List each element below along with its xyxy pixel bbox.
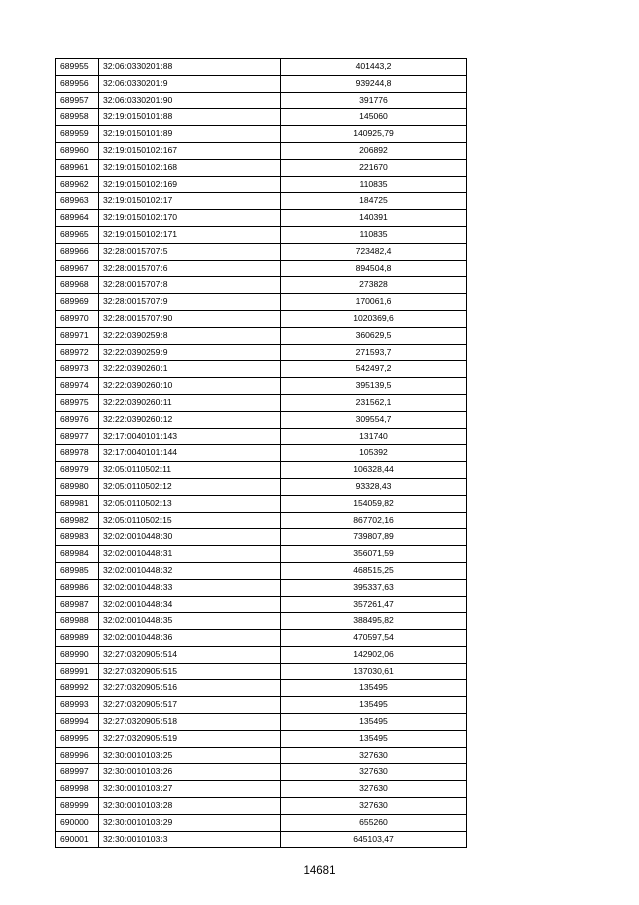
row-id-cell: 689997 [56, 764, 99, 781]
row-id-cell: 689995 [56, 730, 99, 747]
cadastral-number-cell: 32:02:0010448:35 [99, 613, 281, 630]
table-row [56, 193, 467, 210]
value-cell: 154059,82 [281, 495, 467, 512]
table-row [56, 680, 467, 697]
row-id-cell: 689971 [56, 327, 99, 344]
row-id-cell: 689965 [56, 226, 99, 243]
cadastral-number-cell: 32:05:0110502:11 [99, 462, 281, 479]
cadastral-number-cell: 32:19:0150102:171 [99, 226, 281, 243]
cadastral-number-cell: 32:06:0330201:88 [99, 59, 281, 76]
table-row [56, 126, 467, 143]
row-id-cell: 689982 [56, 512, 99, 529]
table-row [56, 92, 467, 109]
value-cell: 723482,4 [281, 243, 467, 260]
table-row [56, 226, 467, 243]
value-cell: 739807,89 [281, 529, 467, 546]
row-id-cell: 689983 [56, 529, 99, 546]
table-row [56, 428, 467, 445]
cadastral-number-cell: 32:27:0320905:515 [99, 663, 281, 680]
row-id-cell: 689975 [56, 394, 99, 411]
value-cell: 140391 [281, 210, 467, 227]
row-id-cell: 689958 [56, 109, 99, 126]
value-cell: 360629,5 [281, 327, 467, 344]
value-cell: 135495 [281, 697, 467, 714]
value-cell: 221670 [281, 159, 467, 176]
cadastral-number-cell: 32:27:0320905:514 [99, 646, 281, 663]
value-cell: 273828 [281, 277, 467, 294]
row-id-cell: 689967 [56, 260, 99, 277]
row-id-cell: 689980 [56, 478, 99, 495]
row-id-cell: 689969 [56, 294, 99, 311]
row-id-cell: 689993 [56, 697, 99, 714]
value-cell: 655260 [281, 814, 467, 831]
cadastral-number-cell: 32:28:0015707:90 [99, 310, 281, 327]
cadastral-number-cell: 32:02:0010448:34 [99, 596, 281, 613]
cadastral-number-cell: 32:19:0150102:170 [99, 210, 281, 227]
value-cell: 388495,82 [281, 613, 467, 630]
table-row [56, 159, 467, 176]
row-id-cell: 689966 [56, 243, 99, 260]
row-id-cell: 689964 [56, 210, 99, 227]
value-cell: 867702,16 [281, 512, 467, 529]
table-row [56, 646, 467, 663]
table-row [56, 747, 467, 764]
row-id-cell: 689998 [56, 781, 99, 798]
value-cell: 231562,1 [281, 394, 467, 411]
row-id-cell: 689992 [56, 680, 99, 697]
value-cell: 645103,47 [281, 831, 467, 848]
cadastral-number-cell: 32:19:0150101:89 [99, 126, 281, 143]
table-row [56, 546, 467, 563]
row-id-cell: 689987 [56, 596, 99, 613]
records-table [55, 58, 467, 848]
cadastral-number-cell: 32:27:0320905:517 [99, 697, 281, 714]
row-id-cell: 689968 [56, 277, 99, 294]
row-id-cell: 689981 [56, 495, 99, 512]
table-row [56, 730, 467, 747]
table-row [56, 462, 467, 479]
cadastral-number-cell: 32:19:0150102:168 [99, 159, 281, 176]
row-id-cell: 689970 [56, 310, 99, 327]
table-row [56, 781, 467, 798]
value-cell: 184725 [281, 193, 467, 210]
value-cell: 327630 [281, 747, 467, 764]
row-id-cell: 689989 [56, 630, 99, 647]
row-id-cell: 689978 [56, 445, 99, 462]
table-row [56, 529, 467, 546]
row-id-cell: 689957 [56, 92, 99, 109]
table-row [56, 260, 467, 277]
value-cell: 93328,43 [281, 478, 467, 495]
table-row [56, 361, 467, 378]
table-row [56, 294, 467, 311]
value-cell: 327630 [281, 764, 467, 781]
cadastral-number-cell: 32:19:0150102:169 [99, 176, 281, 193]
cadastral-number-cell: 32:27:0320905:519 [99, 730, 281, 747]
row-id-cell: 689976 [56, 411, 99, 428]
value-cell: 131740 [281, 428, 467, 445]
table-row [56, 344, 467, 361]
table-row [56, 109, 467, 126]
table-row [56, 394, 467, 411]
table-row [56, 243, 467, 260]
table-row [56, 814, 467, 831]
cadastral-number-cell: 32:19:0150102:17 [99, 193, 281, 210]
table-row [56, 327, 467, 344]
table-row [56, 210, 467, 227]
value-cell: 470597,54 [281, 630, 467, 647]
table-row [56, 310, 467, 327]
row-id-cell: 689972 [56, 344, 99, 361]
table-row [56, 59, 467, 76]
value-cell: 542497,2 [281, 361, 467, 378]
records-table-body [56, 59, 467, 848]
cadastral-number-cell: 32:17:0040101:143 [99, 428, 281, 445]
table-row [56, 697, 467, 714]
value-cell: 271593,7 [281, 344, 467, 361]
row-id-cell: 689956 [56, 75, 99, 92]
cadastral-number-cell: 32:02:0010448:32 [99, 562, 281, 579]
table-row [56, 714, 467, 731]
table-row [56, 630, 467, 647]
cadastral-number-cell: 32:05:0110502:12 [99, 478, 281, 495]
table-row [56, 562, 467, 579]
value-cell: 137030,61 [281, 663, 467, 680]
cadastral-number-cell: 32:02:0010448:33 [99, 579, 281, 596]
cadastral-number-cell: 32:22:0390259:9 [99, 344, 281, 361]
row-id-cell: 689974 [56, 378, 99, 395]
value-cell: 145060 [281, 109, 467, 126]
table-row [56, 596, 467, 613]
cadastral-number-cell: 32:27:0320905:516 [99, 680, 281, 697]
row-id-cell: 689962 [56, 176, 99, 193]
value-cell: 135495 [281, 680, 467, 697]
value-cell: 140925,79 [281, 126, 467, 143]
row-id-cell: 689955 [56, 59, 99, 76]
cadastral-number-cell: 32:05:0110502:13 [99, 495, 281, 512]
cadastral-number-cell: 32:28:0015707:5 [99, 243, 281, 260]
cadastral-number-cell: 32:30:0010103:29 [99, 814, 281, 831]
value-cell: 110835 [281, 176, 467, 193]
table-row [56, 378, 467, 395]
table-row [56, 764, 467, 781]
table-row [56, 663, 467, 680]
row-id-cell: 689960 [56, 142, 99, 159]
cadastral-number-cell: 32:06:0330201:90 [99, 92, 281, 109]
cadastral-number-cell: 32:28:0015707:6 [99, 260, 281, 277]
value-cell: 356071,59 [281, 546, 467, 563]
table-row [56, 277, 467, 294]
table-row [56, 831, 467, 848]
value-cell: 135495 [281, 730, 467, 747]
row-id-cell: 689990 [56, 646, 99, 663]
value-cell: 1020369,6 [281, 310, 467, 327]
value-cell: 170061,6 [281, 294, 467, 311]
row-id-cell: 689979 [56, 462, 99, 479]
cadastral-number-cell: 32:19:0150102:167 [99, 142, 281, 159]
row-id-cell: 689986 [56, 579, 99, 596]
value-cell: 106328,44 [281, 462, 467, 479]
page-number: 14681 [303, 865, 336, 877]
cadastral-number-cell: 32:06:0330201:9 [99, 75, 281, 92]
row-id-cell: 689961 [56, 159, 99, 176]
row-id-cell: 689996 [56, 747, 99, 764]
cadastral-number-cell: 32:02:0010448:36 [99, 630, 281, 647]
row-id-cell: 689973 [56, 361, 99, 378]
row-id-cell: 690000 [56, 814, 99, 831]
table-row [56, 142, 467, 159]
value-cell: 401443,2 [281, 59, 467, 76]
cadastral-number-cell: 32:27:0320905:518 [99, 714, 281, 731]
cadastral-number-cell: 32:22:0390259:8 [99, 327, 281, 344]
row-id-cell: 689988 [56, 613, 99, 630]
table-row [56, 798, 467, 815]
cadastral-number-cell: 32:30:0010103:27 [99, 781, 281, 798]
cadastral-number-cell: 32:22:0390260:10 [99, 378, 281, 395]
cadastral-number-cell: 32:30:0010103:25 [99, 747, 281, 764]
cadastral-number-cell: 32:05:0110502:15 [99, 512, 281, 529]
value-cell: 391776 [281, 92, 467, 109]
cadastral-number-cell: 32:22:0390260:1 [99, 361, 281, 378]
value-cell: 894504,8 [281, 260, 467, 277]
cadastral-number-cell: 32:28:0015707:8 [99, 277, 281, 294]
value-cell: 206892 [281, 142, 467, 159]
cadastral-number-cell: 32:02:0010448:30 [99, 529, 281, 546]
value-cell: 327630 [281, 781, 467, 798]
row-id-cell: 690001 [56, 831, 99, 848]
value-cell: 309554,7 [281, 411, 467, 428]
table-row [56, 176, 467, 193]
value-cell: 395139,5 [281, 378, 467, 395]
cadastral-number-cell: 32:30:0010103:26 [99, 764, 281, 781]
value-cell: 395337,63 [281, 579, 467, 596]
cadastral-number-cell: 32:17:0040101:144 [99, 445, 281, 462]
cadastral-number-cell: 32:30:0010103:3 [99, 831, 281, 848]
value-cell: 142902,06 [281, 646, 467, 663]
cadastral-number-cell: 32:22:0390260:12 [99, 411, 281, 428]
row-id-cell: 689984 [56, 546, 99, 563]
value-cell: 468515,25 [281, 562, 467, 579]
value-cell: 939244,8 [281, 75, 467, 92]
value-cell: 357261,47 [281, 596, 467, 613]
value-cell: 135495 [281, 714, 467, 731]
table-row [56, 478, 467, 495]
row-id-cell: 689985 [56, 562, 99, 579]
row-id-cell: 689977 [56, 428, 99, 445]
cadastral-number-cell: 32:19:0150101:88 [99, 109, 281, 126]
table-row [56, 445, 467, 462]
table-row [56, 411, 467, 428]
cadastral-number-cell: 32:28:0015707:9 [99, 294, 281, 311]
value-cell: 105392 [281, 445, 467, 462]
row-id-cell: 689994 [56, 714, 99, 731]
value-cell: 327630 [281, 798, 467, 815]
table-row [56, 75, 467, 92]
row-id-cell: 689963 [56, 193, 99, 210]
row-id-cell: 689959 [56, 126, 99, 143]
table-row [56, 613, 467, 630]
row-id-cell: 689999 [56, 798, 99, 815]
table-row [56, 579, 467, 596]
table-row [56, 512, 467, 529]
table-row [56, 495, 467, 512]
cadastral-number-cell: 32:30:0010103:28 [99, 798, 281, 815]
row-id-cell: 689991 [56, 663, 99, 680]
value-cell: 110835 [281, 226, 467, 243]
cadastral-number-cell: 32:02:0010448:31 [99, 546, 281, 563]
cadastral-number-cell: 32:22:0390260:11 [99, 394, 281, 411]
